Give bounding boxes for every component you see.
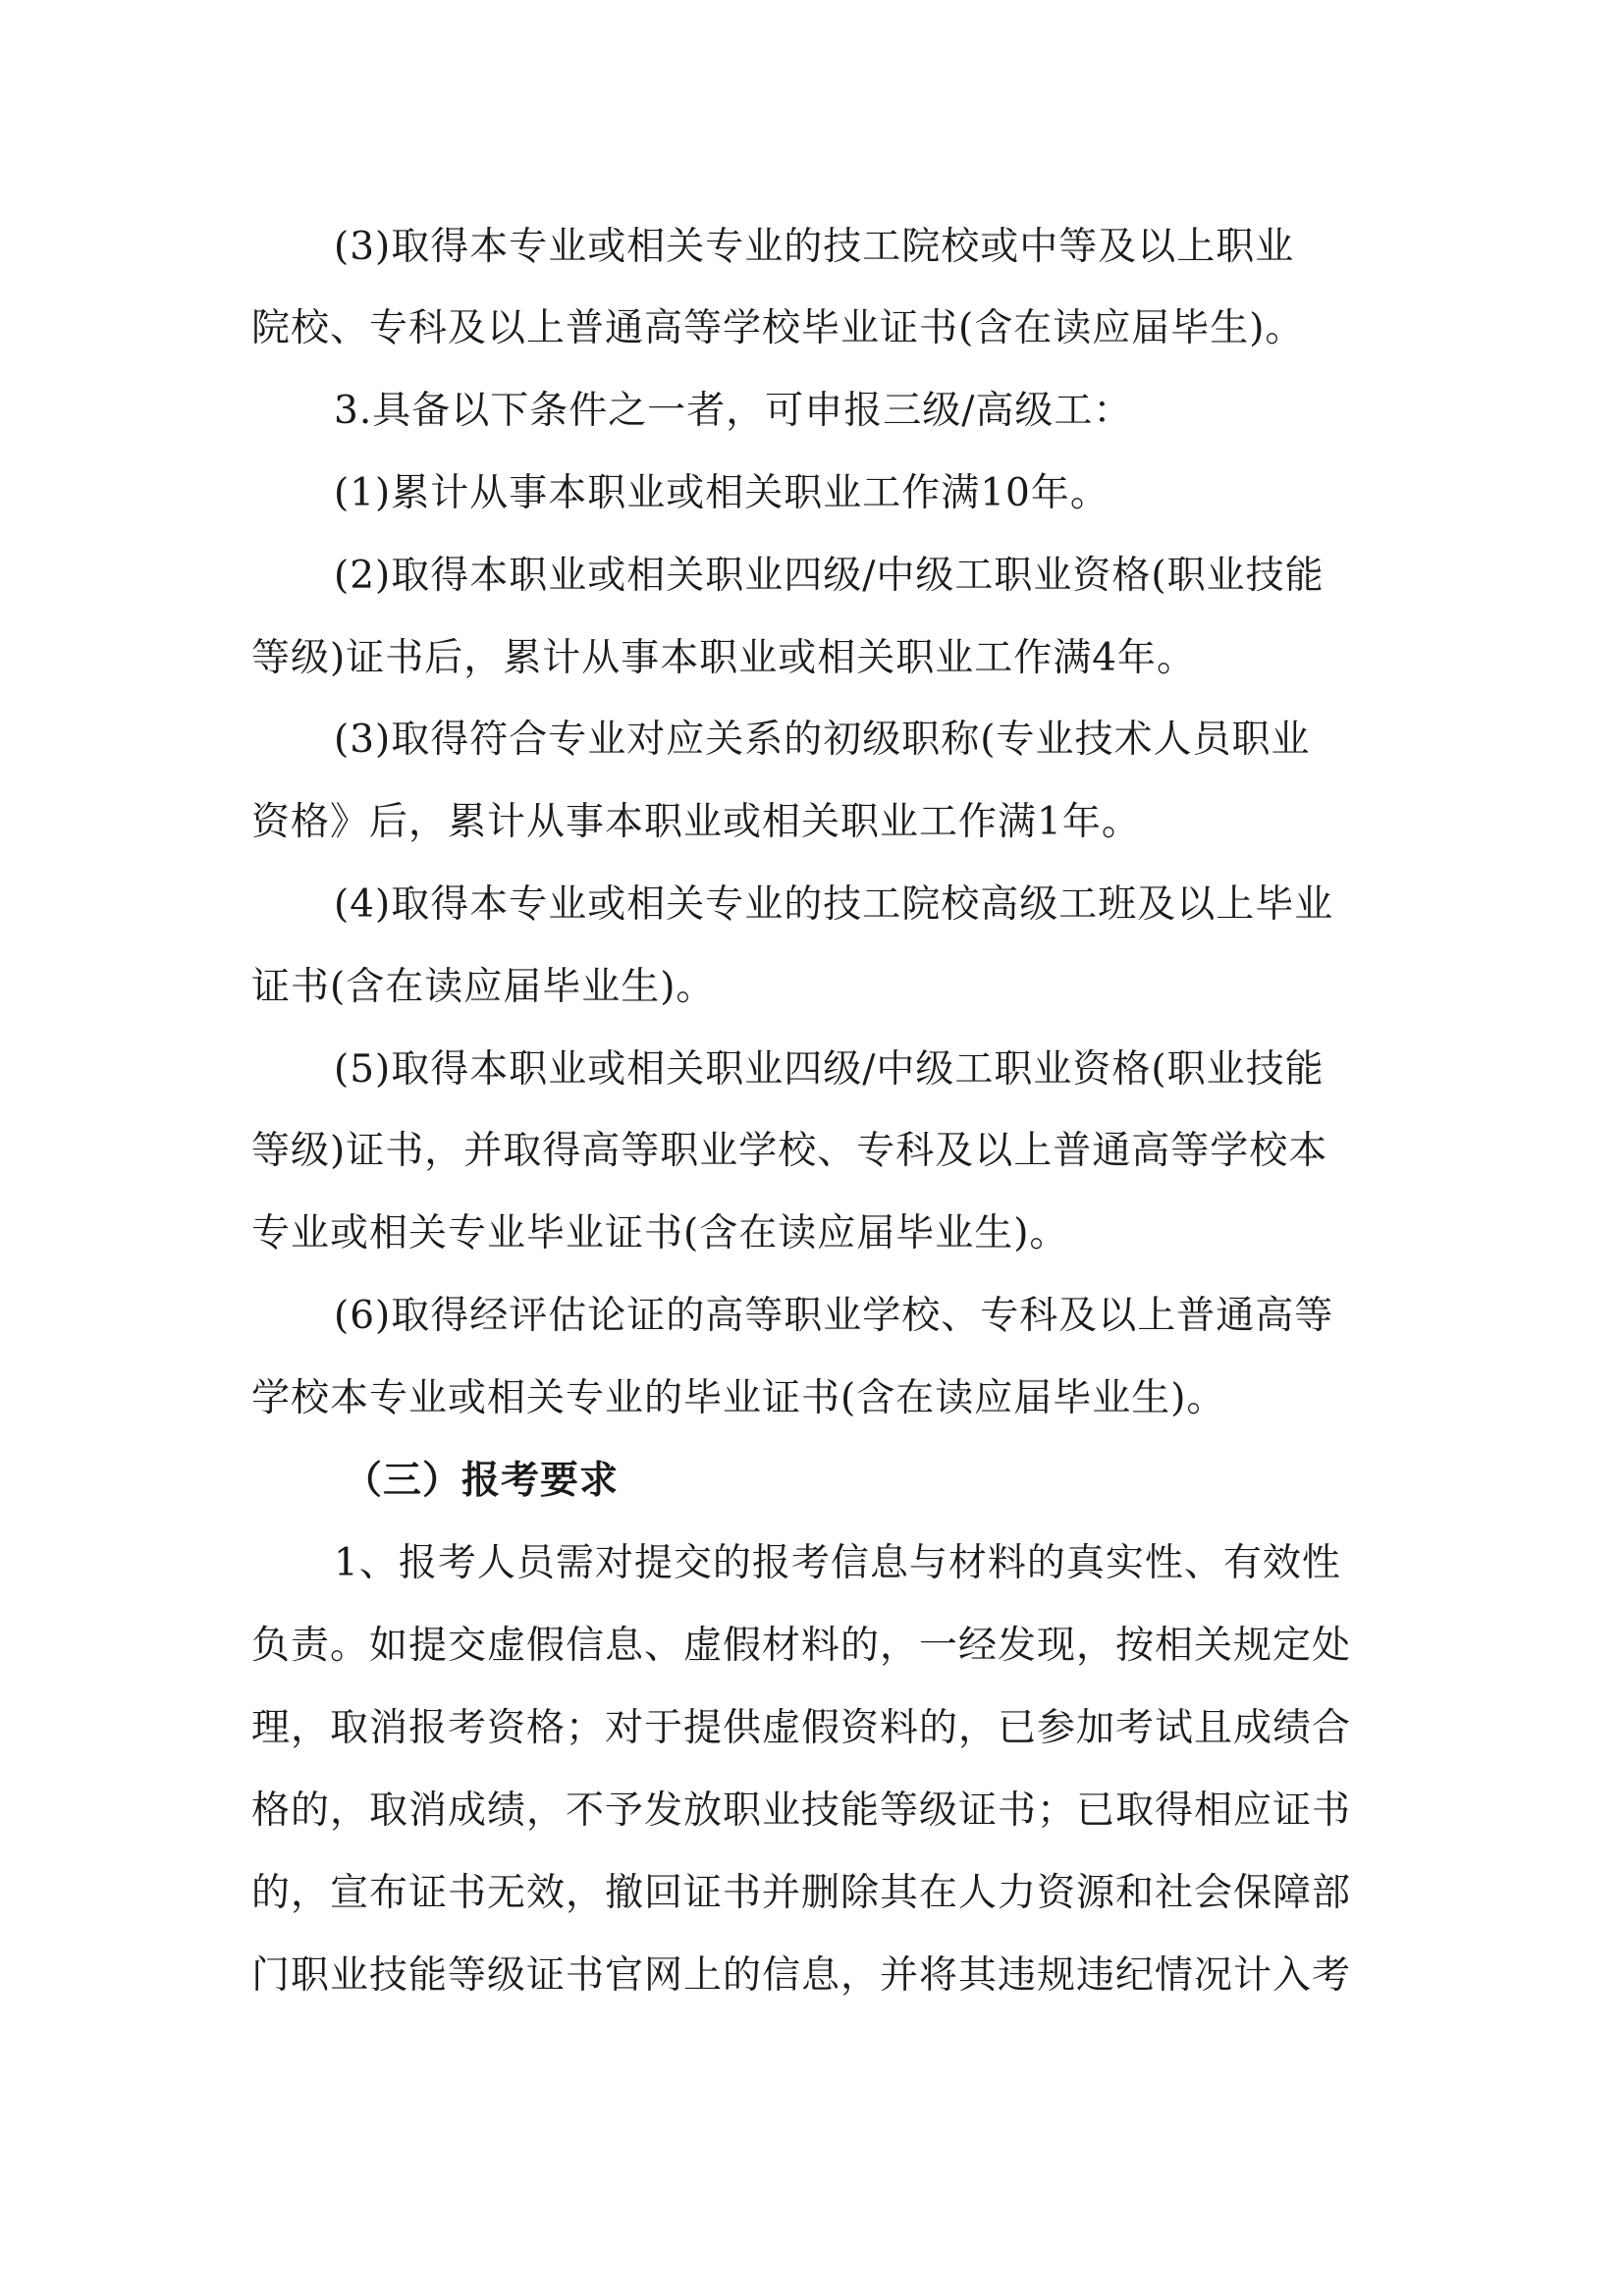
- paragraph-line: [0, 958, 1624, 1017]
- line-text: 格的，取消成绩，不予发放职业技能等级证书；已取得相应证书: [251, 1789, 1352, 1833]
- line-text: 1、报考人员需对提交的报考信息与材料的真实性、有效性: [334, 1541, 1341, 1585]
- line-text: 负责。如提交虚假信息、虚假材料的，一经发现，按相关规定处: [251, 1624, 1352, 1668]
- paragraph-line: [0, 629, 1624, 688]
- paragraph-line: [0, 1864, 1624, 1923]
- line-text: 门职业技能等级证书官网上的信息，并将其违规违纪情况计入考: [251, 1953, 1352, 1998]
- paragraph-line: [0, 1287, 1624, 1346]
- line-text: 等级)证书后，累计从事本职业或相关职业工作满4年。: [251, 636, 1197, 680]
- line-text: 的，宣布证书无效，撤回证书并删除其在人力资源和社会保障部: [251, 1871, 1352, 1915]
- line-text: 院校、专科及以上普通高等学校毕业证书(含在读应届毕生)。: [251, 306, 1305, 350]
- paragraph-line: [0, 382, 1624, 441]
- paragraph-line: [0, 1122, 1624, 1181]
- paragraph-line: [0, 793, 1624, 852]
- line-text: 证书(含在读应届毕业生)。: [251, 965, 716, 1009]
- paragraph-line: [0, 1782, 1624, 1841]
- line-text: (3)取得本专业或相关专业的技工院校或中等及以上职业: [334, 225, 1295, 269]
- paragraph-line: [0, 1947, 1624, 2005]
- line-text: 学校本专业或相关专业的毕业证书(含在读应届毕业生)。: [251, 1376, 1226, 1420]
- paragraph-line: [0, 547, 1624, 606]
- paragraph-line: [0, 876, 1624, 934]
- line-text: (2)取得本职业或相关职业四级/中级工职业资格(职业技能: [334, 554, 1325, 598]
- line-text: 理，取消报考资格；对于提供虚假资料的，已参加考试且成绩合: [251, 1706, 1352, 1750]
- line-text: 专业或相关专业毕业证书(含在读应届毕业生)。: [251, 1211, 1069, 1255]
- paragraph-line: [0, 1534, 1624, 1593]
- paragraph-line: [0, 1699, 1624, 1758]
- paragraph-line: [0, 1204, 1624, 1263]
- line-text: (5)取得本职业或相关职业四级/中级工职业资格(职业技能: [334, 1047, 1325, 1092]
- line-text: 等级)证书，并取得高等职业学校、专科及以上普通高等学校本: [251, 1129, 1328, 1173]
- paragraph-line: [0, 299, 1624, 358]
- line-text: 3.具备以下条件之一者，可申报三级/高级工：: [334, 389, 1133, 433]
- section-heading-text: （三）报考要求: [344, 1459, 620, 1503]
- paragraph-line: [0, 218, 1624, 277]
- paragraph-line: [0, 1041, 1624, 1099]
- paragraph-line: [0, 464, 1624, 523]
- paragraph-line: [0, 711, 1624, 770]
- line-text: (1)累计从事本职业或相关职业工作满10年。: [334, 471, 1110, 515]
- line-text: (3)取得符合专业对应关系的初级职称(专业技术人员职业: [334, 718, 1311, 762]
- line-text: (4)取得本专业或相关专业的技工院校高级工班及以上毕业: [334, 882, 1334, 927]
- line-text: 资格》后，累计从事本职业或相关职业工作满1年。: [251, 800, 1141, 844]
- section-heading: [0, 1452, 1624, 1511]
- paragraph-line: [0, 1369, 1624, 1428]
- line-text: (6)取得经评估论证的高等职业学校、专科及以上普通高等: [334, 1294, 1334, 1338]
- paragraph-line: [0, 1617, 1624, 1676]
